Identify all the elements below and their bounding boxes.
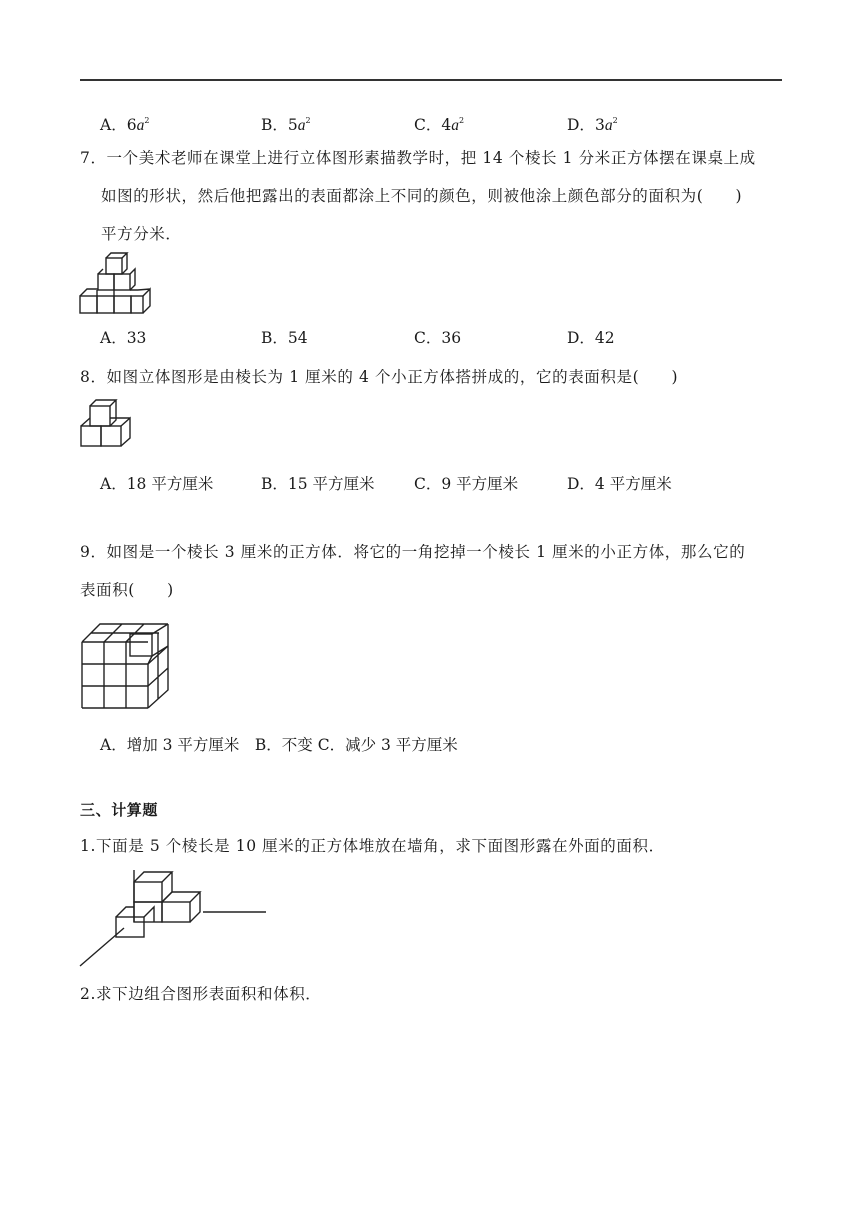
q7-text-line1: 7．一个美术老师在课堂上进行立体图形素描教学时，把 14 个棱长 1 分米正方体摆在课桌上成	[80, 149, 756, 167]
q8-four-cubes-figure	[78, 396, 140, 454]
q6-option-a[interactable]: A．$6a^2$	[100, 116, 150, 134]
q9-text-line2: 表面积( )	[80, 581, 174, 599]
q8-option-d[interactable]: D．4 平方厘米	[567, 475, 672, 493]
q6-option-c[interactable]: C．$4a^2$	[414, 116, 465, 134]
q7-text-line2: 如图的形状，然后他把露出的表面都涂上不同的颜色，则被他涂上颜色部分的面积为( )	[101, 187, 743, 205]
q7-option-a[interactable]: A．33	[100, 329, 147, 347]
corner-cubes-figure	[78, 862, 270, 970]
q8-text-line1: 8．如图立体图形是由棱长为 1 厘米的 4 个小正方体搭拼成的，它的表面积是( )	[80, 368, 679, 386]
section3-q1-text: 1.下面是 5 个棱长是 10 厘米的正方体堆放在墙角，求下面图形露在外面的面积．	[80, 837, 665, 855]
q6-option-b[interactable]: B．$5a^2$	[261, 116, 311, 134]
section-heading: 三、计算题	[80, 801, 159, 819]
q8-option-c[interactable]: C．9 平方厘米	[414, 475, 519, 493]
q8-option-a[interactable]: A．18 平方厘米	[100, 475, 214, 493]
q7-text-line3: 平方分米．	[101, 225, 182, 243]
q7-option-d[interactable]: D．42	[567, 329, 615, 347]
q9-text-line1: 9．如图是一个棱长 3 厘米的正方体．将它的一角挖掉一个棱长 1 厘米的小正方体，那么它的	[80, 543, 746, 561]
q7-option-c[interactable]: C．36	[414, 329, 462, 347]
q9-options[interactable]: A．增加 3 平方厘米 B．不变 C．减少 3 平方厘米	[100, 736, 458, 754]
q9-cut-cube-figure	[78, 620, 174, 714]
section3-q2-text: 2.求下边组合图形表面积和体积．	[80, 985, 322, 1003]
q6-option-d[interactable]: D．$3a^2$	[567, 116, 618, 134]
q8-option-b[interactable]: B．15 平方厘米	[261, 475, 375, 493]
q7-cube-pyramid-figure	[78, 250, 154, 316]
header-rule	[80, 79, 782, 81]
q7-option-b[interactable]: B．54	[261, 329, 308, 347]
